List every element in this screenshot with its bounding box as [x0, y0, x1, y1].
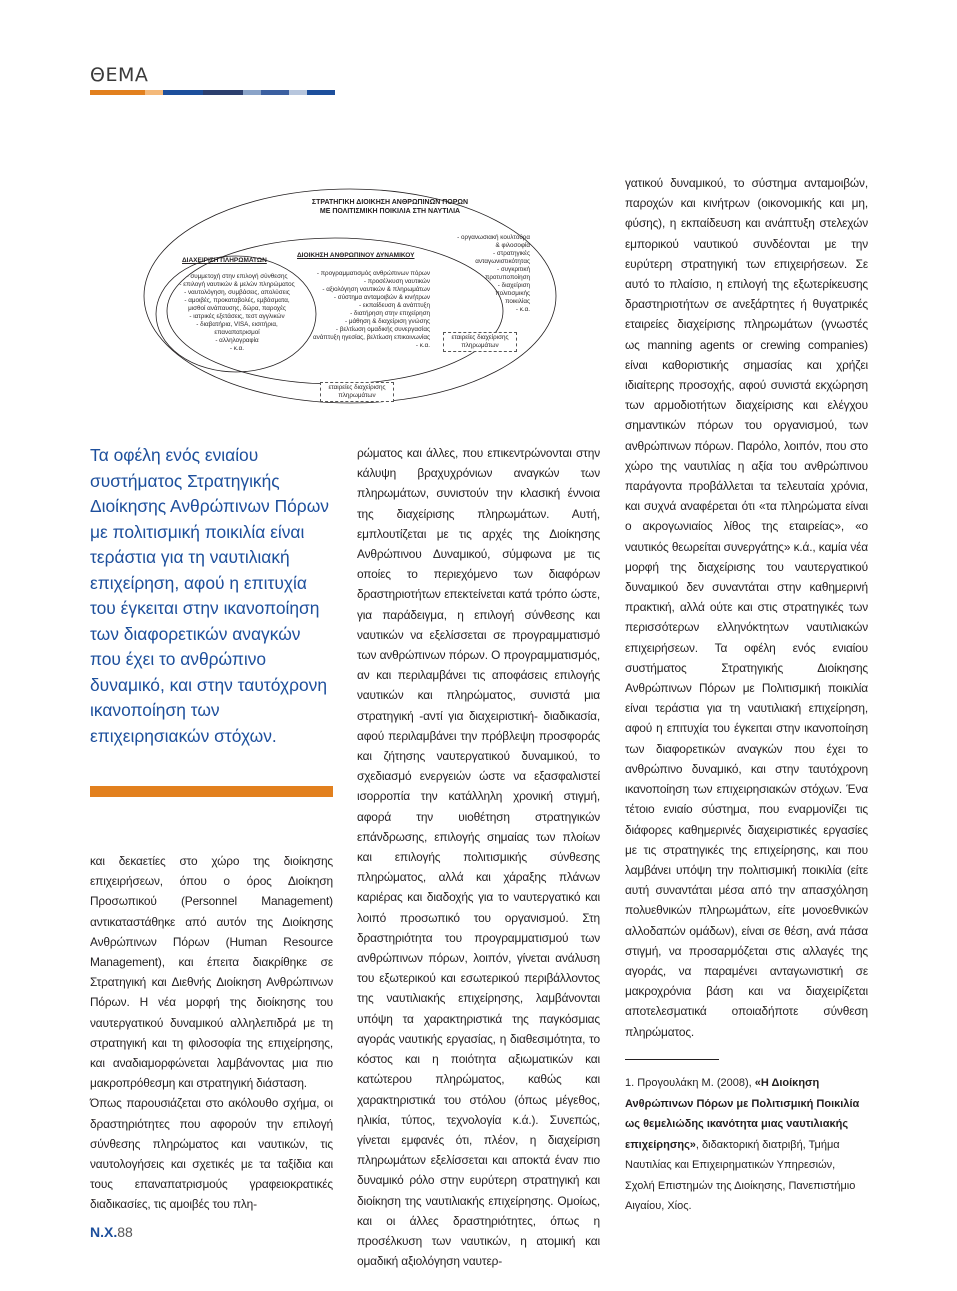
crew-item: - αμοιβές, προκαταβολές, εμβάσματα, — [184, 297, 290, 304]
hr-item: - μάθηση & διαχείριση γνώσης — [344, 318, 430, 325]
strategic-item: ποικιλίας — [505, 298, 530, 305]
crew-item: - κ.α. — [229, 345, 245, 352]
body-column-1 — [90, 851, 333, 1215]
crew-item: μισθοί ανάπαυσης, δώρα, παροχές — [188, 305, 286, 312]
crew-item: - επιλογή ναυτικών & μελών πληρώματος — [179, 281, 295, 288]
footnote-prefix: 1. Προγουλάκη Μ. (2008), — [625, 1077, 755, 1089]
crew-item: - ιατρικές εξετάσεις, τεστ αγγλικών — [189, 313, 285, 320]
hr-management-list — [290, 270, 430, 350]
strategic-item: & φιλοσοφία — [495, 242, 530, 249]
crew-item: - συμμετοχή στην επιλογή σύνθεσης — [186, 273, 288, 280]
body-paragraph: ρώματος και άλλες, που επικεντρώνονται στην κάλυψη βραχυχρόνιων αναγκών των πληρωμάτων, συνιστούν την κλασική έννοια της διαχείρισης πληρωμάτων. Αυτή, εμπλουτίζεται με τις αρχές της Διοίκησης Ανθρώπινου Δυναμικού, σύμφωνα με τις οποίες το περιεχόμενο των διαφόρων δραστηριοτήτων επεκτείνεται κατά τρόπο ώστε, για παράδειγμα, η επιλογή σύνθεσης και ναυτικών να εξελίσσεται σε προγραμματισμό των ανθρώπινων πόρων. Ο προγραμματισμός, αν και περιλαμβάνει τις αποφάσεις επιλογής ναυτικών και πληρώματος, συνιστά μια στρατηγική -αντί για διαχειριστική- διαδικασία, αφού περιλαμβάνει την πρόβλεψη προσφοράς και ζήτησης ναυτεργατικού δυναμικού, το σχεδιασμό ενεργειών ώστε να εξασφαλιστεί ισορροπία την κατάλληλη χρονική στιγμή, αφορά την υιοθέτηση στρατηγικών επάνδρωσης, επιλογής σημαίας των πλοίων και επιλογής πολιτισμικής σύνθεσης πληρώματος, αλλά και χάραξης πλάνων καριέρας και διαδοχής για το ναυτεργατικό και λοιπό προσωπικό του οργανισμού. Στη δραστηριότητα του προγραμματισμού των ανθρώπινων πόρων, λοιπόν, γίνεται ανάλυση του εξωτερικού και εσωτερικού περιβάλλοντος της ναυτιλιακής επιχείρησης, λαμβάνονται υπόψη τα χαρακτηριστικά της παγκόσμιας αγοράς ναυτικής εργασίας, η διαθεσιμότητα, το κόστος και η ποιότητα αξιωματικών και κατώτερου πληρώματος, καθώς και χαρακτηριστικά του στόλου (όπως μέγεθος, ηλικία, τύπος, τεχνολογία κ.ά.). Συνεπώς, γίνεται εμφανές ότι, πλέον, η διαχείριση πληρωμάτων εξελίσσεται και αποκτά έναν πιο δυναμικό ρόλο στην ευρύτερη στρατηγική και διοίκηση της ναυτιλιακής επιχείρησης. Ομοίως, και οι άλλες δραστηριότητες, όπως η προσέλκυση των ναυτικών, η ατομική και ομαδική αξιολόγηση ναυτερ- — [357, 446, 600, 1269]
magazine-brand: Ν.Χ. — [90, 1224, 118, 1240]
crew-item: - διαβατήρια, VISA, εισιτήρια, — [196, 321, 278, 328]
stripe-segment — [243, 90, 261, 95]
crewing-company-box-outer: εταιρείες διαχείρισης πληρωμάτων — [320, 382, 394, 402]
footnote — [625, 1073, 865, 1217]
hrm-diagram — [140, 186, 560, 416]
hr-item: - εκπαίδευση & ανάπτυξη — [359, 302, 430, 309]
strategic-item: ανταγωνιστικότητας — [475, 258, 530, 265]
stripe-segment — [289, 90, 307, 95]
crew-item: - αλληλογραφία — [215, 337, 259, 344]
pull-quote: Τα οφέλη ενός ενιαίου συστήματος Στρατηγικής Διοίκησης Ανθρώπινων Πόρων με πολιτισμική ποικιλία είναι τεράστια για τη ναυτιλιακή επιχείρηση, αφού η επιτυχία του έγκειται στην ικανοποίηση των διαφορετικών αναγκών που έχει το ανθρώπινο δυναμικό, και στην ταυτόχρονη ικανοποίηση των επιχειρησιακών στόχων. — [90, 445, 329, 746]
strategic-item: - στρατηγικές — [493, 250, 530, 257]
crew-item: - ναυτολόγηση, συμβάσεις, απολύσεις — [184, 289, 290, 296]
hr-item: - αξιολόγηση ναυτικών & πληρωμάτων — [322, 286, 430, 293]
strategic-item: προτυποποίηση — [485, 274, 530, 281]
diagram-title — [260, 198, 520, 216]
hr-item: - κ.α. — [415, 342, 430, 349]
strategic-item: - οργανωσιακή κουλτούρα — [457, 234, 530, 241]
pull-quote-accent-bar — [90, 786, 333, 797]
footnote-rest: , διδακτορική διατριβή, Τμήμα Ναυτιλίας και Επιχειρηματικών Υπηρεσιών, Σχολή Επιστημών της Διοίκησης, Πανεπιστήμιο Αιγαίου, Χίος. — [625, 1138, 856, 1212]
body-paragraph: και δεκαετίες στο χώρο της διοίκησης επιχειρήσεων, όπου ο όρος Διοίκηση Προσωπικού (Personnel Management) αντικαταστάθηκε από αυτόν της Διοίκησης Ανθρώπινων Πόρων (Human Resource Management), και έπειτα διακρίθηκε σε Στρατηγική και Διεθνής Διοίκηση Ανθρώπινων Πόρων. Η νέα μορφή της διοίκησης του ναυτεργατικού δυναμικού αλληλεπιδρά με τη στρατηγική και τη φιλοσοφία της επιχείρησης, και αναδιαμορφώνεται λαμβάνοντας μια πιο μακροπρόθεσμη και στρατηγική διάσταση. — [90, 854, 333, 1091]
section-label: ΘΕΜΑ — [90, 64, 149, 86]
hr-item: - σύστημα ανταμοιβών & κινήτρων — [333, 294, 430, 301]
stripe-segment — [307, 90, 335, 95]
body-column-2 — [357, 443, 600, 1271]
stripe-segment — [145, 90, 163, 95]
page-number: 88 — [117, 1224, 133, 1240]
body-column-3 — [625, 173, 868, 1042]
strategic-item: πολιτισμικής — [495, 290, 530, 297]
hr-item: - διατήρηση στην επιχείρηση — [350, 310, 430, 317]
stripe-segment — [163, 90, 203, 95]
crew-item: επαναπατρισμοί — [214, 329, 260, 336]
diagram-title-line: ΜΕ ΠΟΛΙΤΙΣΜΙΚΗ ΠΟΙΚΙΛΙΑ ΣΤΗ ΝΑΥΤΙΛΙΑ — [319, 208, 461, 215]
stripe-segment — [203, 90, 243, 95]
stripe-segment — [261, 90, 289, 95]
body-paragraph: Όπως παρουσιάζεται στο ακόλουθο σχήμα, οι δραστηριότητες που αφορούν την επιλογή σύνθεσης πληρώματος και ναυτικών, τις ναυτολογήσεις και σχετικές με τα ταξίδια και τους επαναπατρισμούς γραφειοκρατικές διαδικασίες, τις αμοιβές του πλη- — [90, 1096, 333, 1212]
page-footer — [90, 1224, 133, 1240]
footnote-title: «Η Διοίκηση Ανθρώπινων Πόρων με Πολιτισμική Ποικιλία ως θεμελιώδης ικανότητα μιας ναυτιλιακής επιχείρησης» — [625, 1077, 860, 1151]
stripe-segment — [90, 90, 145, 95]
hr-item: ανάπτυξη ηγεσίας, βελτίωση επικοινωνίας — [312, 334, 430, 341]
hr-item: - προσέλκυση ναυτικών — [363, 278, 430, 285]
strategic-item: - κ.α. — [515, 306, 530, 313]
strategic-item: - συγκριτική — [497, 266, 530, 273]
strategic-item: - διαχείριση — [497, 282, 530, 289]
hr-management-heading: ΔΙΟΙΚΗΣΗ ΑΝΘΡΩΠΙΝΟΥ ΔΥΝΑΜΙΚΟΥ — [297, 252, 415, 259]
strategic-list — [430, 234, 530, 314]
crewing-company-box-inner: εταιρείες διαχείρισης πληρωμάτων — [443, 332, 517, 352]
footnote-rule — [625, 1059, 719, 1060]
body-paragraph: γατικού δυναμικού, το σύστημα ανταμοιβών, παροχών και κινήτρων (οικονομικής και μη, φύσης), η εκπαίδευση και ανάπτυξη στελεχών εμπορικού ναυτικού συνδέονται με την ευρύτερη στρατηγική των επιχειρήσεων. Σε αυτό το πλαίσιο, η επιλογή της εξωτερίκευσης δραστηριοτήτων σε ανεξάρτητες ή θυγατρικές εταιρείες διαχείρισης πληρωμάτων (γνωστές ως manning agents or crewing companies) είναι καθοριστικής σημασίας και χρήζει ιδιαίτερης προσοχής, αφού συνιστά εκχώρηση των αρμοδιοτήτων διαχείρισης και ελέγχου σημαντικών πόρων του οργανισμού, των ανθρώπινων πόρων. Παρόλο, λοιπόν, που στο χώρο της ναυτιλίας η αξία του ανθρώπινου παράγοντα προβάλλεται τα τελευταία χρόνια, και συχνά αναφέρεται ότι «τα πληρώματα είναι ο ακρογωνιαίος λίθος της εταιρείας», «ο ναυτικός θεωρείται συνεργάτης» κ.ά., καμία νέα μορφή της διαχείρισης του ναυτεργατικού δυναμικού δεν συναντάται στην καθημερινή πρακτική, αλλά ούτε και στις στρατηγικές των περισσότερων ελληνόκτητων ναυτιλιακών επιχειρήσεων. Τα οφέλη ενός ενιαίου συστήματος Στρατηγικής Διοίκησης Ανθρώπινων Πόρων με Πολιτισμική ποικιλία είναι τεράστια για τη ναυτιλιακή επιχείρηση, αφού η επιτυχία του έγκειται στην ικανοποίηση των διαφορετικών αναγκών που έχει το ανθρώπινο δυναμικό, και στην ταυτόχρονη ικανοποίηση των επιχειρησιακών στόχων. Ένα τέτοιο ενιαίο σύστημα, που εναρμονίζει τις διάφορες καθημερινές διαχειριστικές εργασίες με τις στρατηγικές της επιχείρησης, και που λαμβάνει υπόψη την πολιτισμική ποικιλία (είτε αυτή συναντάται μέσα από την απασχόληση πολυεθνικών πληρωμάτων, είτε μονοεθνικών αλλοδαπών ομάδων), είναι σε θέση, ανά πάσα στιγμή, να προσαρμόζεται στις αλλαγές της αγοράς, να παραμένει ανταγωνιστική σε μακροχρόνια βάση και να διαχειρίζεται αποτελεσματικά οποιαδήποτε σύνθεση πληρώματος. — [625, 176, 868, 1039]
crew-management-heading: ΔΙΑΧΕΙΡΙΣΗ ΠΛΗΡΩΜΑΤΩΝ — [182, 257, 267, 264]
header-color-stripe — [90, 90, 335, 95]
diagram-title-line: ΣΤΡΑΤΗΓΙΚΗ ΔΙΟΙΚΗΣΗ ΑΝΘΡΩΠΙΝΩΝ ΠΟΡΩΝ — [311, 199, 469, 206]
hr-item: - βελτίωση ομαδικής συνεργασίας — [335, 326, 430, 333]
hr-item: - προγραμματισμός ανθρώπινων πόρων — [316, 270, 430, 277]
